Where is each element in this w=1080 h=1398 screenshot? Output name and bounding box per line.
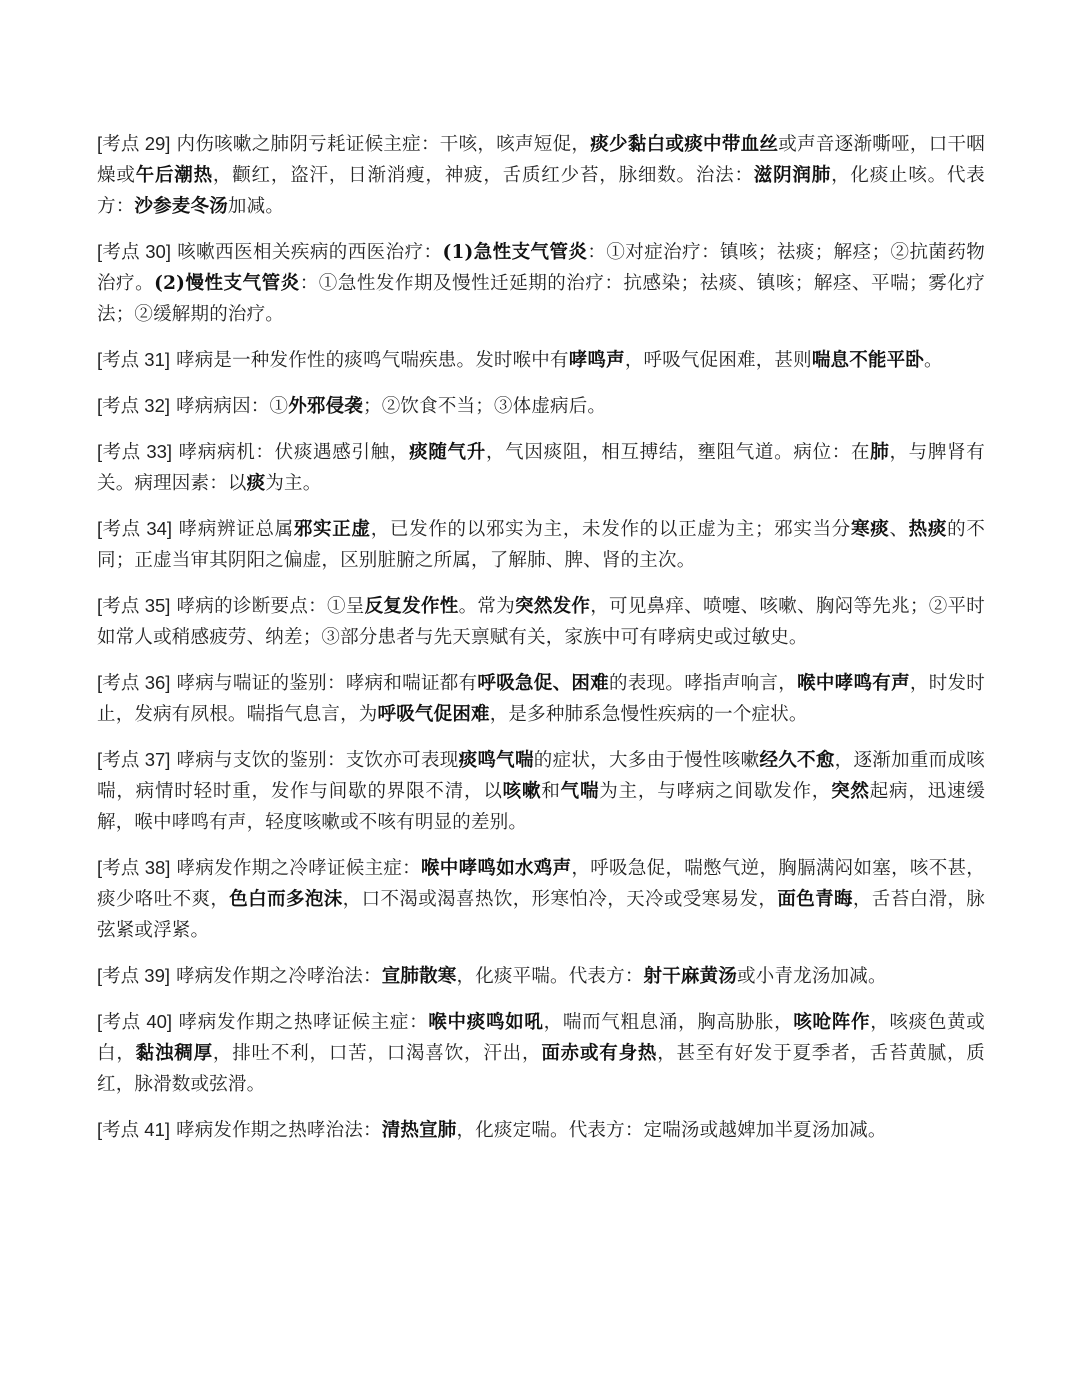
exam-point-tag: [考点 35] <box>97 595 171 616</box>
emphasis-text: 清热宣肺 <box>381 1120 457 1141</box>
body-text: 哮病病因：① <box>176 396 289 417</box>
body-text: ，化痰定喘。代表方：定喘汤或越婢加半夏汤加减。 <box>456 1120 887 1141</box>
body-text: 。常为 <box>458 596 516 617</box>
emphasis-text: 寒痰 <box>851 519 890 540</box>
body-text: ，化痰平喘。代表方： <box>456 966 644 987</box>
emphasis-text: 痰鸣气喘 <box>458 750 534 771</box>
exam-point-paragraph <box>97 128 985 222</box>
emphasis-text: 咳嗽 <box>502 781 542 802</box>
body-text: 哮病辨证总属 <box>178 519 294 540</box>
body-text: ，颧红，盗汗，日渐消瘦，神疲，舌质红少苔，脉细数。治法： <box>212 165 754 186</box>
body-text: ，排吐不利，口苦，口渴喜饮，汗出， <box>212 1043 542 1064</box>
exam-point-paragraph <box>97 960 985 992</box>
body-text: 哮病发作期之冷哮治法： <box>176 966 382 987</box>
body-text: 咳嗽西医相关疾病的西医治疗： <box>176 242 443 263</box>
emphasis-text: 黏浊稠厚 <box>135 1043 213 1064</box>
exam-point-tag: [考点 30] <box>97 241 171 262</box>
body-text: 为主。 <box>265 473 322 494</box>
body-text: ，舌苔白滑，脉弦紧或浮紧。 <box>97 889 985 941</box>
exam-point-tag: [考点 33] <box>97 441 173 462</box>
exam-point-tag: [考点 37] <box>97 749 171 770</box>
emphasis-text: 色白而多泡沫 <box>229 889 343 910</box>
body-text: ，是多种肺系急慢性疾病的一个症状。 <box>489 704 808 725</box>
emphasis-text: 热痰 <box>908 519 948 540</box>
body-text: 为主，与哮病之间歇发作， <box>599 781 832 802</box>
exam-point-tag: [考点 29] <box>97 133 171 154</box>
body-text: ，逐渐加重而成咳喘，病情时轻时重，发作与间歇的界限不清，以 <box>97 750 985 802</box>
body-text: ：①急性发作期及慢性迁延期的治疗：抗感染；祛痰、镇咳；解痉、平喘；雾化疗法；②缓解期的治疗。 <box>97 273 985 325</box>
body-text: 哮病与支饮的鉴别：支饮亦可表现 <box>176 750 459 771</box>
emphasis-text: 喉中哮鸣如水鸡声 <box>420 858 572 879</box>
body-text: ，呼吸急促，喘憋气逆，胸膈满闷如塞，咳不甚，痰少咯吐不爽， <box>97 858 986 910</box>
exam-point-paragraph <box>97 667 985 730</box>
exam-point-paragraph <box>97 390 985 422</box>
emphasis-text: 射干麻黄汤 <box>643 966 738 987</box>
body-text: 的表现。哮指声响言， <box>609 673 798 694</box>
body-text: 的不同；正虚当审其阴阳之偏虚，区别脏腑之所属，了解肺、脾、肾的主次。 <box>97 519 986 571</box>
emphasis-text: 喉中哮鸣有声 <box>797 673 910 694</box>
body-text: ，喘而气粗息涌，胸高胁胀， <box>543 1012 794 1033</box>
emphasis-text: 肺 <box>870 442 890 463</box>
emphasis-text: 宣肺散寒 <box>381 966 457 987</box>
body-text: 哮病病机：伏痰遇感引触， <box>178 442 410 463</box>
emphasis-text: 面赤或有身热 <box>541 1043 658 1064</box>
body-text: 哮病与喘证的鉴别：哮病和喘证都有 <box>176 673 478 694</box>
body-text: ，可见鼻痒、喷嚏、咳嗽、胸闷等先兆；②平时如常人或稍感疲劳、纳差；③部分患者与先天禀赋有关，家族中可有哮病史或过敏史。 <box>97 596 985 648</box>
exam-point-tag: [考点 41] <box>97 1119 170 1140</box>
body-text: ，甚至有好发于夏季者，舌苔黄腻，质红，脉滑数或弦滑。 <box>97 1043 985 1095</box>
exam-point-paragraph <box>97 436 985 499</box>
body-text: ，化痰止咳。代表方： <box>97 165 985 217</box>
exam-point-tag: [考点 36] <box>97 672 171 693</box>
exam-point-tag: [考点 38] <box>97 857 171 878</box>
emphasis-text: 突然发作 <box>515 596 591 617</box>
emphasis-text: 痰少黏白或痰中带血丝 <box>590 134 779 155</box>
body-text: ，呼吸气促困难，甚则 <box>624 350 812 371</box>
exam-point-tag: [考点 40] <box>97 1011 173 1032</box>
emphasis-text: 经久不愈 <box>759 750 835 771</box>
emphasis-text: 沙参麦冬汤 <box>134 196 228 217</box>
body-text: ，与脾肾有关。病理因素：以 <box>97 442 985 494</box>
body-text: 和 <box>541 781 561 802</box>
body-text: ；②饮食不当；③体虚病后。 <box>363 396 607 417</box>
body-text: 起病，迅速缓解，喉中哮鸣有声，轻度咳嗽或不咳有明显的差别。 <box>97 781 986 833</box>
emphasis-text: 哮鸣声 <box>568 350 625 371</box>
exam-point-tag: [考点 39] <box>97 965 170 986</box>
emphasis-text: 呼吸气促困难 <box>377 704 490 725</box>
exam-point-paragraph <box>97 344 985 376</box>
body-text: ，已发作的以邪实为主，未发作的以正虚为主；邪实当分 <box>370 519 852 540</box>
emphasis-text: 午后潮热 <box>135 165 213 186</box>
exam-point-tag: [考点 34] <box>97 518 173 539</box>
body-text: 、 <box>889 519 909 540</box>
emphasis-text: 痰随气升 <box>409 442 486 463</box>
body-text: 的症状，大多由于慢性咳嗽 <box>533 750 760 771</box>
emphasis-text: 面色青晦 <box>777 889 853 910</box>
body-text: ，时发时止，发病有夙根。喘指气息言，为 <box>97 673 986 725</box>
body-text: 哮病发作期之热哮证候主症： <box>178 1012 429 1033</box>
exam-point-paragraph <box>97 852 985 946</box>
exam-point-paragraph <box>97 744 985 838</box>
exam-point-paragraph <box>97 236 985 330</box>
exam-point-tag: [考点 32] <box>97 395 170 416</box>
emphasis-text: 突然 <box>831 781 870 802</box>
emphasis-text: 喘息不能平卧 <box>811 350 925 371</box>
emphasis-text: (1)急性支气管炎 <box>442 242 588 263</box>
body-text: 哮病发作期之冷哮证候主症： <box>176 858 421 879</box>
emphasis-text: (2)慢性支气管炎 <box>154 273 300 294</box>
exam-point-paragraph <box>97 590 985 653</box>
document-page <box>97 128 985 1160</box>
body-text: ，气因痰阻，相互搏结，壅阻气道。病位：在 <box>485 442 871 463</box>
body-text: 哮病是一种发作性的痰鸣气喘疾患。发时喉中有 <box>176 350 569 371</box>
body-text: 内伤咳嗽之肺阴亏耗证候主症：干咳，咳声短促， <box>176 134 591 155</box>
emphasis-text: 呼吸急促、困难 <box>477 673 610 694</box>
body-text: ，口不渴或渴喜热饮，形寒怕冷，天冷或受寒易发， <box>342 889 778 910</box>
body-text: ：①对症治疗：镇咳；祛痰；解痉；②抗菌药物治疗。 <box>97 242 986 294</box>
exam-point-tag: [考点 31] <box>97 349 170 370</box>
emphasis-text: 喉中痰鸣如吼 <box>428 1012 544 1033</box>
emphasis-text: 咳呛阵作 <box>793 1012 871 1033</box>
body-text: 或声音逐渐嘶哑，口干咽燥或 <box>97 134 986 186</box>
body-text: 。 <box>924 350 943 371</box>
emphasis-text: 气喘 <box>560 781 600 802</box>
body-text: ，咳痰色黄或白， <box>97 1012 985 1064</box>
emphasis-text: 邪实正虚 <box>293 519 371 540</box>
exam-point-paragraph <box>97 1114 985 1146</box>
exam-point-paragraph <box>97 1006 985 1100</box>
body-text: 或小青龙汤加减。 <box>737 966 887 987</box>
emphasis-text: 反复发作性 <box>364 596 459 617</box>
body-text: 哮病的诊断要点：①呈 <box>176 596 365 617</box>
emphasis-text: 滋阴润肺 <box>753 165 832 186</box>
body-text: 加减。 <box>227 196 285 217</box>
emphasis-text: 外邪侵袭 <box>288 396 364 417</box>
body-text: 哮病发作期之热哮治法： <box>176 1120 382 1141</box>
emphasis-text: 痰 <box>246 473 266 494</box>
exam-point-paragraph <box>97 513 985 576</box>
